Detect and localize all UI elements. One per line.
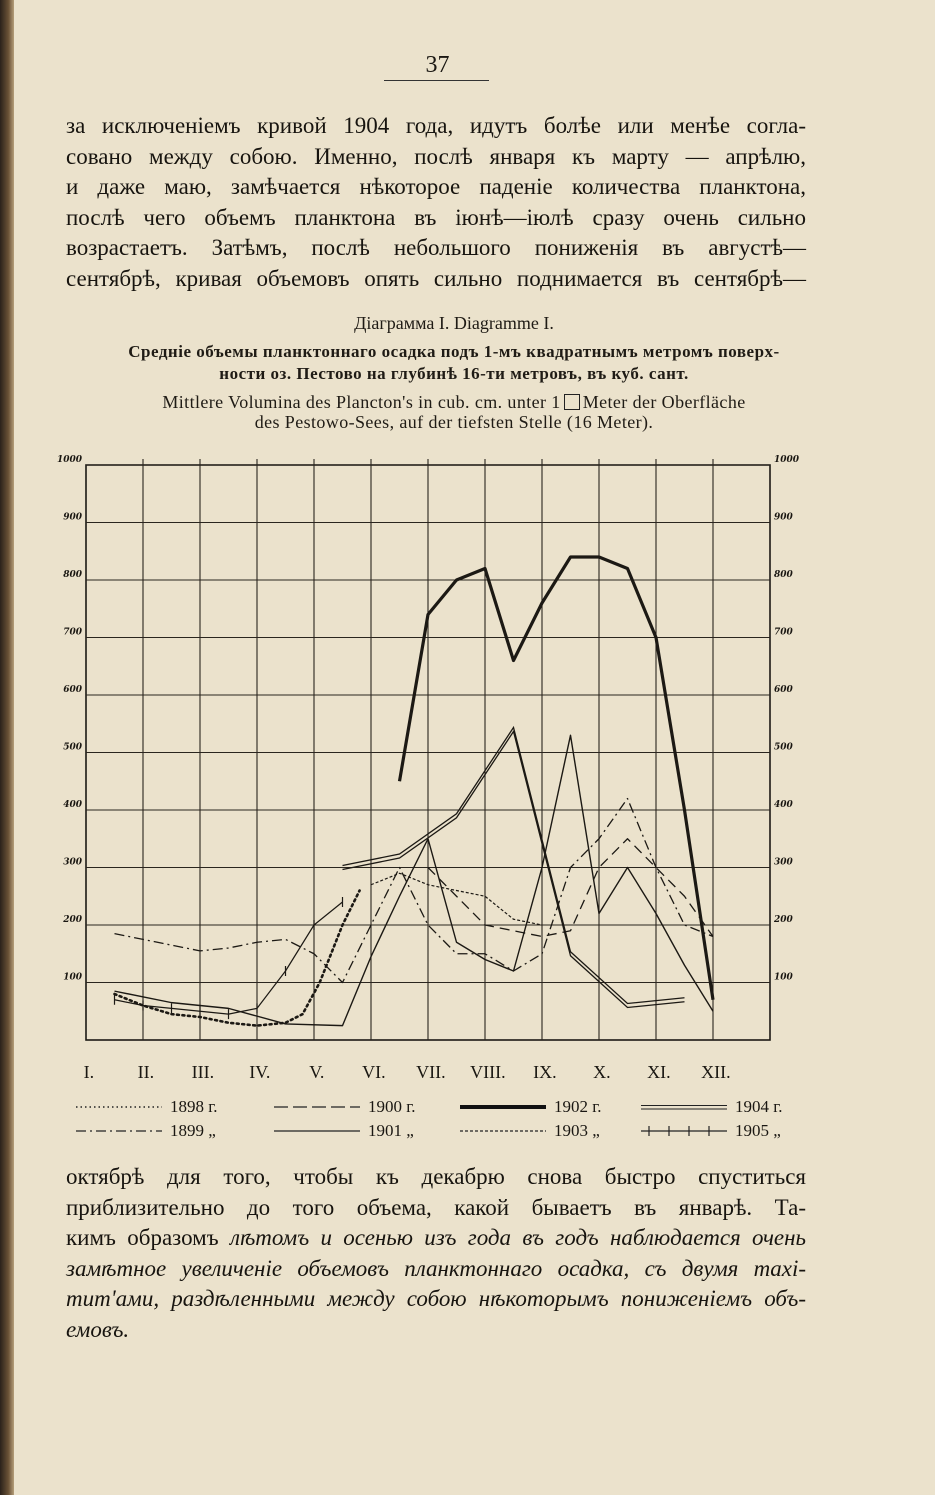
month-label: VIII. (470, 1062, 506, 1082)
y-tick-label-left: 300 (63, 857, 82, 868)
legend-swatch-1898 (74, 1102, 164, 1112)
chart-legend (74, 1096, 814, 1146)
legend-swatch-1899 (74, 1126, 164, 1136)
month-label: X. (593, 1062, 611, 1082)
emphasis-span: maxi- (753, 1255, 806, 1281)
legend-item-1899 (74, 1120, 216, 1141)
caption-de-line-1a: Mittlere Volumina des Plancton's in cub. cm. unter 1 (162, 392, 561, 412)
book-page (14, 0, 935, 1495)
y-tick-label-right: 100 (774, 972, 793, 983)
paragraph-top (66, 111, 806, 294)
y-tick-label-right: 700 (774, 627, 793, 638)
y-tick-label-right: 800 (774, 570, 793, 580)
legend-item-1898 (74, 1096, 218, 1117)
y-tick-label-right: 900 (774, 512, 793, 523)
diagram-caption-russian (54, 341, 854, 385)
month-label: XII. (701, 1062, 731, 1082)
square-meter-icon (564, 394, 580, 410)
series-line-1898 (115, 891, 360, 1026)
text-line: емовъ. (66, 1316, 130, 1342)
month-label: VII. (416, 1062, 446, 1082)
caption-ru-line-1: Средніе объемы планктоннаго осадка подъ 1-мъ квадратнымъ метромъ поверх- (128, 342, 780, 361)
legend-label-1901: 1901 „ (368, 1121, 414, 1141)
caption-ru-line-2: ности оз. Пестово на глубинѣ 16-ти метровъ, въ куб. сант. (219, 364, 689, 383)
page-number: 37 (425, 52, 450, 78)
text-line: за исключеніемъ кривой 1904 года, идутъ болѣе или менѣе согла- (66, 113, 806, 138)
text-line (66, 1223, 806, 1254)
legend-item-1904 (639, 1096, 783, 1117)
text-line: сентябрѣ, кривая объемовъ опять сильно поднимается въ сентябрѣ— (66, 265, 806, 291)
series-line-1899 (115, 799, 714, 983)
legend-item-1903 (458, 1120, 600, 1141)
month-label: IX. (533, 1062, 557, 1082)
series-line-1904 (343, 728, 685, 1004)
text-line: mum'ами, раздѣленными между собою нѣкоторымъ пониженіемъ объ- (66, 1286, 806, 1311)
legend-swatch-1903 (458, 1126, 548, 1136)
y-tick-label-right: 300 (774, 857, 793, 868)
page-number-rule (384, 80, 489, 81)
legend-label-1898: 1898 г. (170, 1097, 218, 1117)
diagram-caption-german (54, 392, 854, 432)
text-span: кимъ образомъ (66, 1225, 230, 1250)
emphasis-span: лѣтомъ и осенью изъ года въ годъ наблюдается очень (229, 1225, 806, 1250)
legend-swatch-1902 (458, 1102, 548, 1112)
legend-item-1905 (639, 1120, 781, 1141)
legend-label-1900: 1900 г. (368, 1097, 416, 1117)
month-label: VI. (362, 1062, 386, 1082)
y-tick-label-right: 200 (774, 915, 793, 925)
text-line: октябрѣ для того, чтобы къ декабрю снова быстро спуститься (66, 1164, 806, 1189)
y-tick-label-right: 600 (774, 685, 793, 695)
y-tick-label-left: 200 (63, 915, 82, 925)
month-label: I. (83, 1062, 95, 1082)
legend-label-1903: 1903 „ (554, 1121, 600, 1141)
legend-label-1902: 1902 г. (554, 1097, 602, 1117)
y-tick-label-left: 800 (63, 570, 82, 580)
legend-label-1904: 1904 г. (735, 1097, 783, 1117)
paragraph-bottom (66, 1162, 806, 1345)
y-tick-label-left: 1000 (56, 455, 82, 465)
text-line: и даже маю, замѣчается нѣкоторое паденіе количества планктона, (66, 174, 806, 199)
y-tick-label-right: 1000 (774, 455, 800, 465)
series-line-1905 (115, 902, 343, 1014)
series-line-1903 (371, 873, 542, 925)
month-axis-labels (62, 1062, 782, 1086)
y-tick-label-right: 500 (774, 742, 793, 753)
text-line: совано между собою. Именно, послѣ января къ марту — апрѣлю, (66, 143, 806, 169)
legend-swatch-1905 (639, 1124, 729, 1138)
legend-item-1900 (272, 1096, 416, 1117)
month-label: V. (309, 1062, 325, 1082)
legend-swatch-1904 (639, 1102, 729, 1112)
y-tick-label-left: 400 (63, 800, 82, 810)
caption-de-line-1 (54, 392, 854, 412)
legend-item-1902 (458, 1096, 602, 1117)
diagram-title: Діаграмма I. Diagramme I. (354, 313, 554, 333)
caption-de-line-2: des Pestowo-Sees, auf der tiefsten Stelle (16 Meter). (254, 412, 654, 432)
text-line (66, 1254, 806, 1285)
legend-label-1899: 1899 „ (170, 1121, 216, 1141)
y-tick-label-left: 600 (63, 685, 82, 695)
month-label: XI. (647, 1062, 671, 1082)
series-line-1904-inner (343, 732, 685, 1008)
legend-label-1905: 1905 „ (735, 1121, 781, 1141)
y-tick-label-left: 900 (63, 512, 82, 523)
month-label: II. (137, 1062, 155, 1082)
caption-de-line-1b: Meter der Oberfläche (582, 392, 746, 412)
book-spine-shadow (0, 0, 14, 1495)
text-line: возрастаетъ. Затѣмъ, послѣ небольшого пониженія въ августѣ— (66, 235, 806, 260)
emphasis-span: замѣтное увеличеніе объемовъ планктоннаго осадка, съ двумя (66, 1255, 754, 1281)
plankton-volume-chart (56, 450, 802, 1050)
y-tick-label-left: 100 (63, 972, 82, 983)
text-line: послѣ чего объемъ планктона въ іюнѣ—іюлѣ сразу очень сильно (66, 204, 806, 230)
legend-swatch-1901 (272, 1126, 362, 1136)
legend-item-1901 (272, 1120, 414, 1141)
month-label: IV. (249, 1062, 271, 1082)
legend-swatch-1900 (272, 1102, 362, 1112)
text-line: приблизительно до того объема, какой бываетъ въ январѣ. Та- (66, 1194, 806, 1220)
y-tick-label-left: 700 (63, 627, 82, 638)
series-line-1900 (428, 839, 713, 937)
month-label: III. (191, 1062, 215, 1082)
y-tick-label-right: 400 (774, 800, 793, 810)
y-tick-label-left: 500 (63, 742, 82, 753)
